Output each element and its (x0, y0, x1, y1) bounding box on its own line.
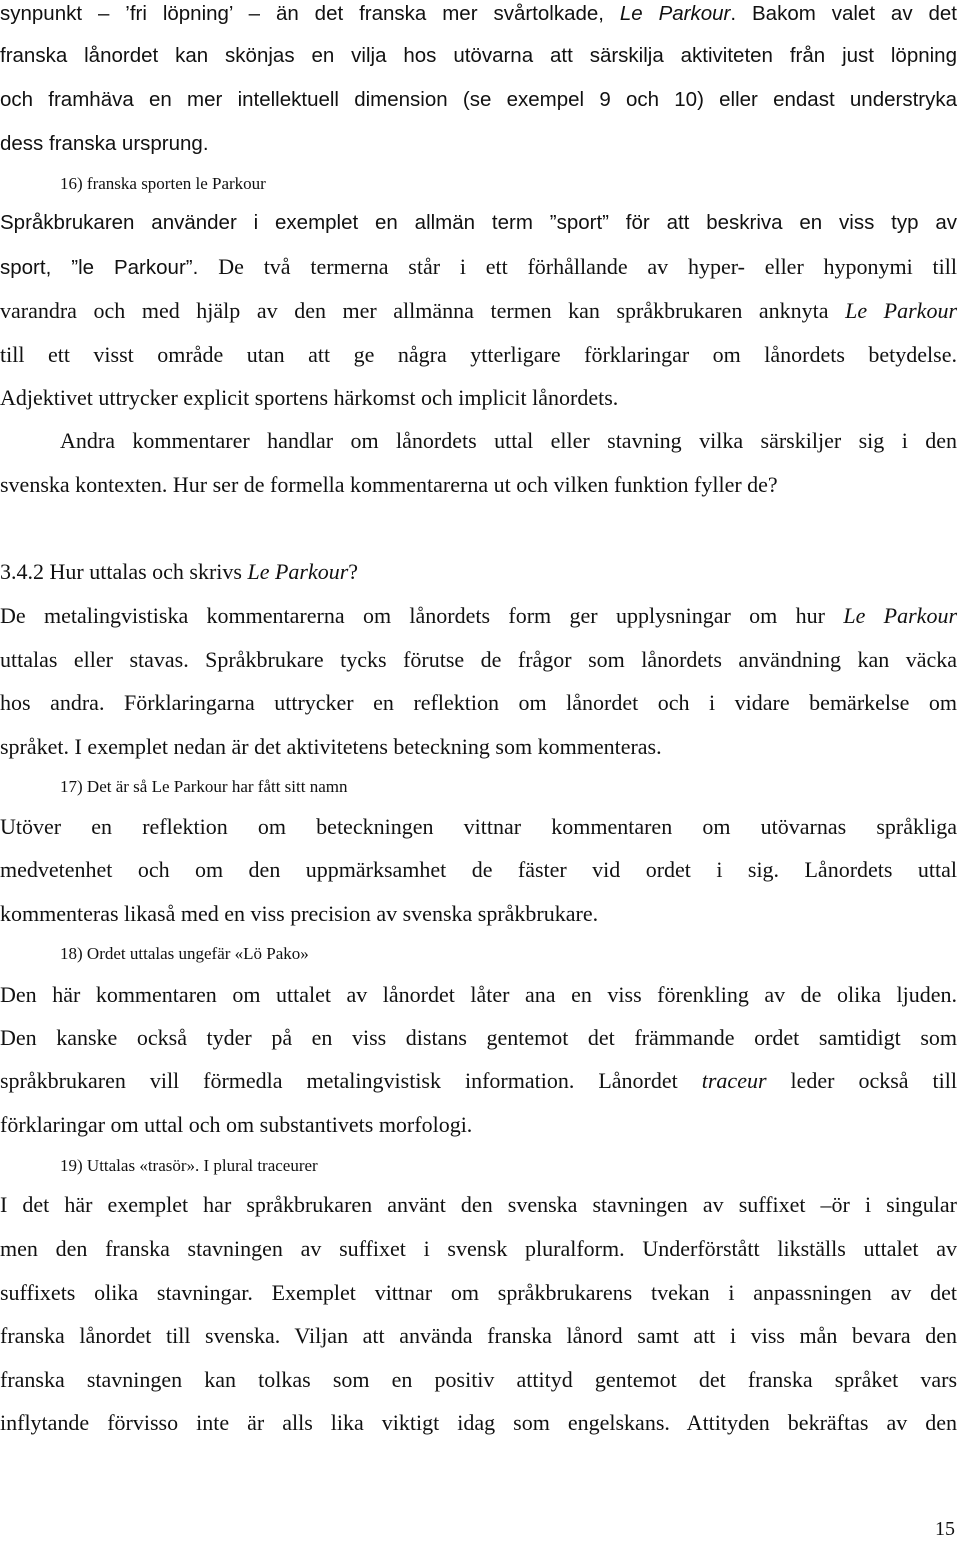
example-17: 17) Det är så Le Parkour har fått sitt namn (60, 777, 348, 796)
example-16: 16) franska sporten le Parkour (60, 174, 266, 193)
heading-text: 3.4.2 Hur uttalas och skrivs (0, 559, 248, 584)
text-span: De metalingvistiska kommentarerna om lånordets form ger upplysningar om hur (0, 603, 844, 628)
text-line: Adjektivet uttrycker explicit sportens härkomst och implicit lånordets. (0, 385, 619, 410)
italic-term: Le Parkour (247, 559, 349, 584)
italic-term: traceur (701, 1068, 767, 1093)
text-line: kommenteras likaså med en viss precision av svenska språkbrukare. (0, 901, 599, 926)
text-line (0, 297, 957, 325)
text-span: synpunkt – ’fri löpning’ – än det franska mer svårtolkade, (0, 2, 620, 25)
text-span: varandra och med hjälp av den mer allmänna termen kan språkbrukaren anknyta (0, 298, 846, 323)
text-span: språkbrukaren vill förmedla metalingvistisk information. Lånordet (0, 1068, 702, 1093)
page-number: 15 (935, 1518, 955, 1540)
text-line: språket. I exemplet nedan är det aktivitetens beteckning som kommenteras. (0, 734, 662, 759)
text-span: leder också till (766, 1068, 957, 1093)
text-line: dess franska ursprung. (0, 132, 209, 155)
text-line (0, 602, 957, 630)
heading-text: ? (348, 559, 359, 584)
example-19: 19) Uttalas «trasör». I plural traceurer (60, 1156, 318, 1175)
italic-term: Le Parkour (619, 2, 731, 25)
text-line: svenska kontexten. Hur ser de formella kommentarerna ut och vilken funktion fyller de? (0, 472, 778, 497)
text-line: suffixets olika stavningar. Exemplet vittnar om språkbrukarens tvekan i anpassningen av det (0, 1280, 957, 1305)
text-line: Andra kommentarer handlar om lånordets uttal eller stavning vilka särskiljer sig i den (60, 428, 957, 453)
text-line: franska stavningen kan tolkas som en positiv attityd gentemot det franska språket vars (0, 1367, 957, 1392)
text-span: De två termerna står i ett förhållande av hyper- eller hyponymi till (218, 254, 957, 279)
italic-term: Le Parkour (845, 298, 958, 323)
text-line: förklaringar om uttal och om substantivets morfologi. (0, 1112, 473, 1137)
text-line: Den här kommentaren om uttalet av lånordet låter ana en viss förenkling av de olika ljuden. (0, 982, 957, 1007)
text-line: I det här exemplet har språkbrukaren använt den svenska stavningen av suffixet –ör i singular (0, 1192, 957, 1217)
text-span: . Bakom valet av det (730, 2, 957, 25)
text-line: men den franska stavningen av suffixet i svensk pluralform. Underförstått likställs uttalet av (0, 1236, 957, 1261)
text-line: franska lånordet kan skönjas en vilja hos utövarna att särskilja aktiviteten från just löpning (0, 44, 957, 67)
text-line: Utöver en reflektion om beteckningen vittnar kommentaren om utövarnas språkliga (0, 814, 957, 839)
text-line (0, 0, 957, 28)
text-line: franska lånordet till svenska. Viljan att använda franska lånord samt att i viss mån bevara den (0, 1323, 957, 1348)
text-line: hos andra. Förklaringarna uttrycker en reflektion om lånordet och i vidare bemärkelse om (0, 690, 957, 715)
text-line: och framhäva en mer intellektuell dimension (se exempel 9 och 10) eller endast understryka (0, 88, 957, 111)
text-line: inflytande förvisso inte är alls lika viktigt idag som engelskans. Attityden bekräftas av den (0, 1410, 957, 1435)
text-line: medvetenhet och om den uppmärksamhet de fäster vid ordet i sig. Lånordets uttal (0, 857, 957, 882)
text-line: till ett visst område utan att ge några ytterligare förklaringar om lånordets betydelse. (0, 342, 957, 367)
text-line (0, 253, 957, 281)
text-line: Den kanske också tyder på en viss distans gentemot det främmande ordet samtidigt som (0, 1025, 957, 1050)
text-span: sport, ”le Parkour”. (0, 256, 219, 279)
text-line (0, 1067, 957, 1095)
text-line: Språkbrukaren använder i exemplet en allmän term ”sport” för att beskriva en viss typ av (0, 211, 957, 234)
example-18: 18) Ordet uttalas ungefär «Lö Pako» (60, 944, 309, 963)
text-line: uttalas eller stavas. Språkbrukare tycks förutse de frågor som lånordets användning kan väcka (0, 647, 957, 672)
italic-term: Le Parkour (843, 603, 958, 628)
section-heading (0, 558, 957, 586)
